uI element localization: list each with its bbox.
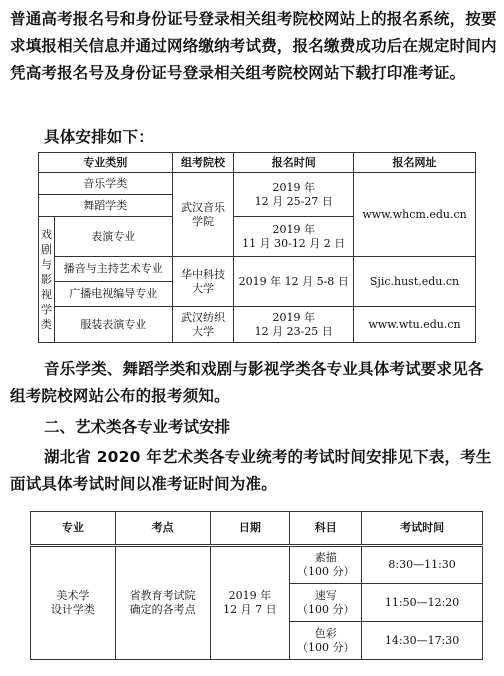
t1-header-school: 组考院校: [172, 153, 234, 173]
t1-costume: 服装表演专业: [55, 307, 173, 343]
t2-time-color: 14:30—17:30: [362, 622, 483, 660]
t1-music: 音乐学类: [39, 173, 173, 195]
t2-date: 2019 年 12 月 7 日: [210, 546, 290, 660]
intro-paragraph: 普通高考报名号和身份证号登录相关组考院校网站上的报名系统，按要求填报相关信息并通过网络缴纳考试费，报名缴费成功后在规定时间内凭高考报名号及身份证号登录相关组考院校网站下载打印准考证。: [10, 10, 497, 82]
t2-header-subject: 科目: [290, 512, 362, 546]
t1-whcm-time2: 2019 年 11 月 30-12 月 2 日: [234, 217, 354, 257]
t1-broadcast: 播音与主持艺术专业: [55, 257, 173, 282]
t1-header-url: 报名网址: [354, 153, 476, 173]
t1-performance: 表演专业: [55, 217, 173, 257]
section2-paragraph: 湖北省 2020 年艺术类各专业统考的考试时间安排见下表，考生面试具体考试时间以准考证时间为准。: [10, 448, 492, 493]
t1-header-major: 专业类别: [39, 153, 173, 173]
section2-heading: 二、艺术类各专业考试安排: [44, 418, 231, 436]
t2-time-quick-sketch: 11:50—12:20: [362, 584, 483, 622]
t2-header-venue: 考点: [115, 512, 210, 546]
t1-hust-school: 华中科技 大学: [172, 257, 234, 307]
t2-subject-quick-sketch: 速写 （100 分）: [290, 584, 362, 622]
t2-major: 美术学 设计学类: [31, 546, 116, 660]
t2-header-major: 专业: [31, 512, 116, 546]
t1-hust-time: 2019 年 12 月 5-8 日: [234, 257, 354, 307]
t2-venue: 省教育考试院 确定的各考点: [115, 546, 210, 660]
exam-schedule-table: [30, 511, 483, 660]
t1-drama-group: 戏 剧 与 影 视 学 类: [39, 217, 55, 343]
t1-whcm-time1: 2019 年 12 月 25-27 日: [234, 173, 354, 217]
t1-wtu-url: www.wtu.edu.cn: [354, 307, 476, 343]
t1-wtu-school: 武汉纺织 大学: [172, 307, 234, 343]
t2-header-exam-time: 考试时间: [362, 512, 483, 546]
t1-header-time: 报名时间: [234, 153, 354, 173]
t1-whcm-url: www.whcm.edu.cn: [354, 173, 476, 257]
schedule-intro: 具体安排如下：: [44, 128, 154, 146]
t1-hust-url: Sjic.hust.edu.cn: [354, 257, 476, 307]
t2-time-sketch: 8:30—11:30: [362, 546, 483, 584]
t2-subject-color: 色彩 （100 分）: [290, 622, 362, 660]
note-paragraph: 音乐学类、舞蹈学类和戏剧与影视学类各专业具体考试要求见各组考院校网站公布的报考须知。: [10, 360, 484, 405]
t1-tv-directing: 广播电视编导专业: [55, 282, 173, 307]
t1-whcm-school: 武汉音乐 学院: [172, 173, 234, 257]
t2-header-date: 日期: [210, 512, 290, 546]
t1-wtu-time: 2019 年 12 月 23-25 日: [234, 307, 354, 343]
t1-dance: 舞蹈学类: [39, 195, 173, 217]
t2-subject-sketch: 素描 （100 分）: [290, 546, 362, 584]
registration-table: [38, 152, 476, 343]
